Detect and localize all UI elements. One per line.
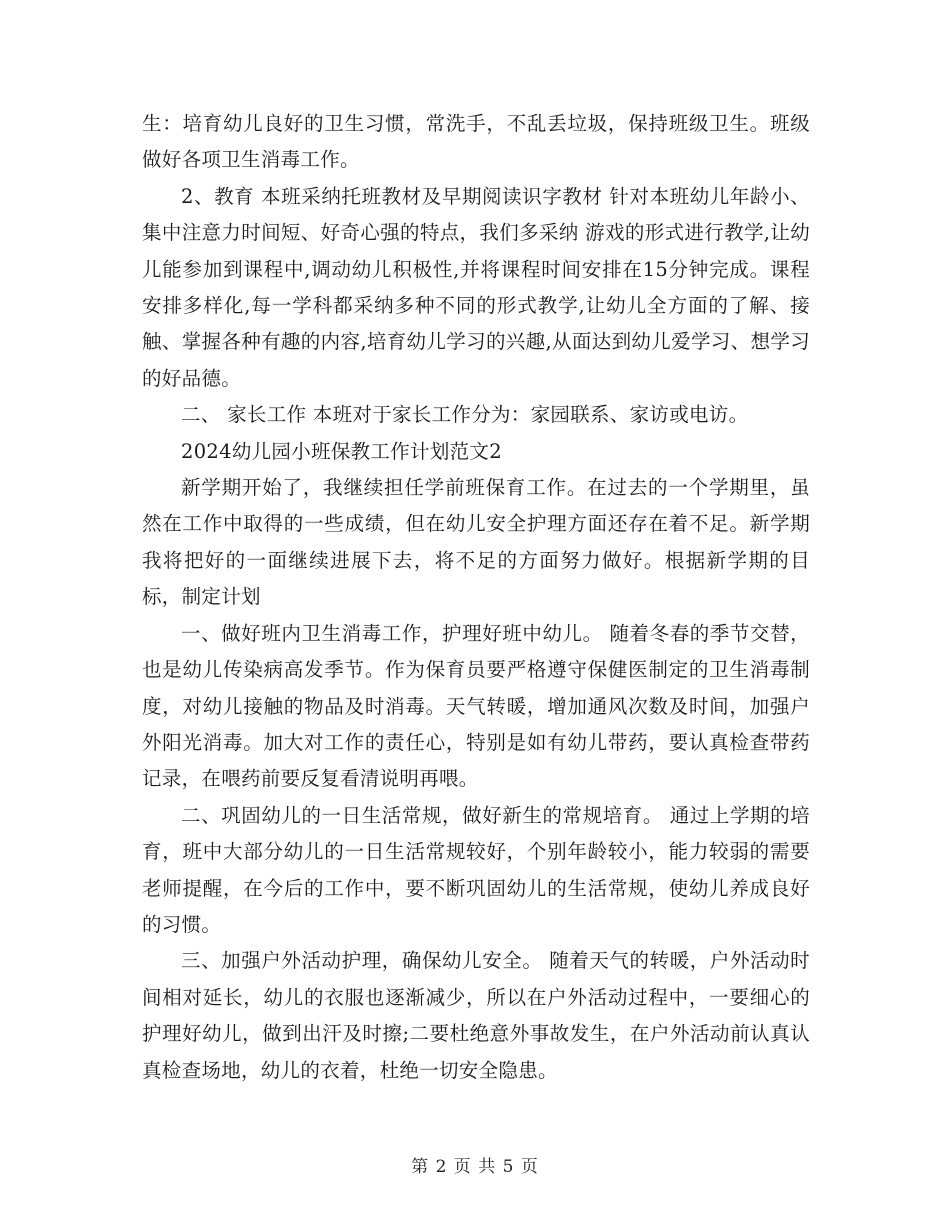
paragraph: 新学期开始了，我继续担任学前班保育工作。在过去的一个学期里，虽然在工作中取得的一些成绩，但在幼儿安全护理方面还存在着不足。新学期我将把好的一面继续进展下去，将不足的方面努力做好。根据新学期的目标，制定计划: [142, 476, 810, 609]
page-number-footer: 第 2 页 共 5 页: [411, 1157, 539, 1177]
paragraph: 2、教育 本班采纳托班教材及早期阅读识字教材 针对本班幼儿年龄小、集中注意力时间短、好奇心强的特点，我们多采纳 游戏的形式进行教学,让幼儿能参加到课程中,调动幼儿积极性,并将课程时间安排在15分钟完成。课程安排多样化,每一学科都采纳多种不同的形式教学,让幼儿全方面的了解、接触、掌握各种有趣的内容,培育幼儿学习的兴趣,从面达到幼儿爱学习、想学习的好品德。: [142, 184, 810, 390]
paragraph: 三、加强户外活动护理，确保幼儿安全。 随着天气的转暖，户外活动时间相对延长，幼儿的衣服也逐渐减少，所以在户外活动过程中，一要细心的护理好幼儿，做到出汗及时擦;二要杜绝意外事故发生，在户外活动前认真认真检查场地，幼儿的衣着，杜绝一切安全隐患。: [142, 949, 810, 1082]
paragraph: 生：培育幼儿良好的卫生习惯，常洗手，不乱丢垃圾，保持班级卫生。班级做好各项卫生消毒工作。: [142, 112, 810, 172]
paragraph: 二、 家长工作 本班对于家长工作分为：家园联系、家访或电访。: [181, 403, 749, 427]
paragraph: 二、巩固幼儿的一日生活常规，做好新生的常规培育。 通过上学期的培育，班中大部分幼儿的一日生活常规较好，个别年龄较小，能力较弱的需要老师提醒，在今后的工作中，要不断巩固幼儿的生活常规，使幼儿养成良好的习惯。: [142, 803, 810, 936]
document-body: [142, 106, 810, 1089]
paragraph: 一、做好班内卫生消毒工作，护理好班中幼儿。 随着冬春的季节交替，也是幼儿传染病高发季节。作为保育员要严格遵守保健医制定的卫生消毒制度，对幼儿接触的物品及时消毒。天气转暖，增加通风次数及时间，加强户外阳光消毒。加大对工作的责任心，特别是如有幼儿带药，要认真检查带药记录，在喂药前要反复看清说明再喂。: [142, 621, 810, 791]
section-heading: 2024幼儿园小班保教工作计划范文2: [181, 439, 502, 463]
